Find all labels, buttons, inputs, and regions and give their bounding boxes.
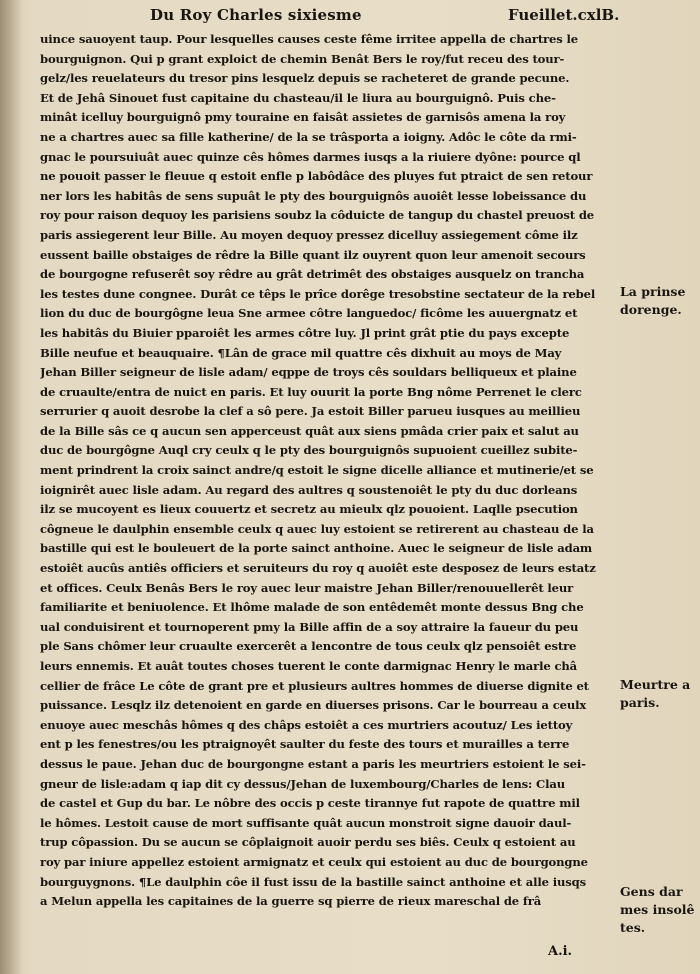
- text-line: côgneue le daulphin ensemble ceulx q auec luy estoient se retirerent au chasteau de la: [40, 521, 594, 536]
- folio-number: Fueillet.cxlB.: [508, 6, 620, 24]
- margin-note: La prinse dorenge.: [620, 284, 686, 317]
- text-line: cellier de frâce Le côte de grant pre et plusieurs aultres hommes de diuerse dignite et: [40, 678, 589, 693]
- text-line: bastille qui est le bouleuert de la porte sainct anthoine. Auec le seigneur de lisle adam: [40, 541, 593, 556]
- text-line: ne a chartres auec sa fille katherine/ de la se trâsporta a ioigny. Adôc le côte da rmi-: [40, 129, 577, 144]
- text-line: familiarite et beniuolence. Et lhôme malade de son entêdemêt monte dessus Bng che: [40, 600, 584, 615]
- text-line: duc de bourgôgne Auql cry ceulx q le pty des bourguignôs supuoient cueillez subite-: [40, 443, 578, 458]
- margin-note: Meurtre a paris.: [620, 677, 691, 710]
- text-line: les habitâs du Biuier pparoiêt les armes côtre luy. Jl print grât ptie du pays excepte: [40, 325, 570, 340]
- text-line: les testes dune congnee. Durât ce têps le prîce dorêge tresobstine sectateur de la rebel: [40, 286, 596, 301]
- text-line: dessus le paue. Jehan duc de bourgongne estant a paris les meurtriers estoient le sei-: [40, 756, 586, 771]
- text-line: ple Sans chômer leur cruaulte exercerêt a lencontre de tous ceulx qlz pensoiêt estre: [40, 639, 577, 654]
- text-line: puissance. Lesqlz ilz detenoient en garde en diuerses prisons. Car le bourreau a ceulx: [40, 698, 587, 713]
- text-line: enuoye auec meschâs hômes q des châps estoiêt a ces murtriers acoutuz/ Les iettoy: [40, 717, 573, 732]
- text-line: ilz se mucoyent es lieux couuertz et secretz au mieulx qlz pouoient. Laqlle psecution: [40, 502, 578, 517]
- text-line: ent p les fenestres/ou les ptraignoyêt saulter du feste des tours et murailles a terre: [40, 737, 570, 752]
- text-line: ual conduisirent et tournoperent pmy la Bille affin de a soy attraire la faueur du peu: [40, 619, 579, 634]
- text-line: Et de Jehâ Sinouet fust capitaine du chasteau/il le liura au bourguignô. Puis che-: [40, 90, 556, 105]
- signature-mark: A.i.: [548, 944, 573, 959]
- text-line: Bille neufue et beauquaire. ¶Lân de grace mil quattre cês dixhuit au moys de May: [40, 345, 562, 360]
- text-line: uince sauoyent taup. Pour lesquelles causes ceste fême irritee appella de chartres le: [40, 32, 578, 46]
- text-line: leurs ennemis. Et auât toutes choses tuerent le conte darmignac Henry le marle châ: [40, 659, 578, 673]
- text-line: paris assiegerent leur Bille. Au moyen dequoy pressez dicelluy assiegement côme ilz: [40, 227, 578, 242]
- page-header: [0, 4, 700, 26]
- running-title: Du Roy Charles sixiesme: [150, 6, 362, 24]
- text-line: de la Bille sâs ce q aucun sen apperceust quât aux siens pmâda crier paix et salut au: [40, 423, 579, 438]
- text-line: ioignirêt auec lisle adam. Au regard des aultres q soustenoiêt le pty du duc dorleans: [40, 482, 578, 497]
- text-line: roy pour raison dequoy les parisiens soubz la côduicte de tangup du chastel preuost de: [40, 208, 595, 223]
- text-line: ne pouoit passer le fleuue q estoit enfle p labôdâce des pluyes fut ptraict de sen retour: [40, 169, 593, 184]
- text-line: de cruaulte/entra de nuict en paris. Et luy ouurit la porte Bng nôme Perrenet le clerc: [40, 384, 582, 399]
- text-line: Jehan Biller seigneur de lisle adam/ eqppe de troys cês souldars belliqueux et plaine: [40, 365, 577, 380]
- text-line: lion du duc de bourgôgne leua Sne armee côtre languedoc/ ficôme les auuergnatz et: [40, 306, 578, 321]
- text-line: bourguignon. Qui p grant exploict de chemin Benât Bers le roy/fut receu des tour-: [40, 51, 565, 66]
- text-line: ment prindrent la croix sainct andre/q estoit le signe dicelle alliance et mutinerie/et se: [40, 463, 594, 478]
- text-line: serrurier q auoit desrobe la clef a sô pere. Ja estoit Biller parueu iusques au meillieu: [40, 404, 581, 419]
- text-line: gelz/les reuelateurs du tresor pins lesquelz depuis se racheteret de grande pecune.: [40, 71, 570, 86]
- text-line: le hômes. Lestoit cause de mort suffisante quât aucun monstroit signe dauoir daul-: [40, 815, 572, 830]
- body-text: [40, 30, 614, 912]
- text-line: trup côpassion. Du se aucun se côplaignoit auoir perdu ses biês. Ceulx q estoient au: [40, 835, 576, 850]
- text-line: roy par iniure appellez estoient armignatz et ceulx qui estoient au duc de bourgongne: [40, 854, 588, 869]
- text-line: a Melun appella les capitaines de la guerre sq pierre de rieux mareschal de frâ: [40, 894, 542, 909]
- text-line: bourguygnons. ¶Le daulphin côe il fust issu de la bastille sainct anthoine et alle iusqs: [40, 874, 586, 889]
- text-line: minât icelluy bourguignô pmy touraine en faisât assietes de garnisôs amena la roy: [40, 110, 566, 125]
- text-line: et offices. Ceulx Benâs Bers le roy auec leur maistre Jehan Biller/renouuellerêt leur: [40, 580, 574, 595]
- text-line: estoiêt aucûs antiês officiers et seruiteurs du roy q auoiêt este desposez de leurs estatz: [40, 561, 596, 576]
- text-line: eussent baille obstaiges de rêdre la Bille quant ilz ouyrent quon leur amenoit secours: [40, 247, 586, 262]
- text-line: de castel et Gup du bar. Le nôbre des occis p ceste tirannye fut rapote de quattre mil: [40, 796, 580, 811]
- text-line: gneur de lisle:adam q iap dit cy dessus/Jehan de luxembourg/Charles de lens: Clau: [40, 776, 566, 791]
- margin-note: Gens dar mes insolê tes.: [620, 884, 695, 935]
- text-line: de bourgogne refuserêt soy rêdre au grât detrimêt des obstaiges ausquelz on trancha: [40, 267, 585, 282]
- text-line: gnac le poursuiuât auec quinze cês hômes darmes iusqs a la riuiere dyône: pource ql: [40, 149, 581, 164]
- text-line: ner lors les habitâs de sens supuât le pty des bourguignôs auoiêt lesse lobeissance du: [40, 188, 587, 203]
- binding-shadow: [0, 0, 22, 974]
